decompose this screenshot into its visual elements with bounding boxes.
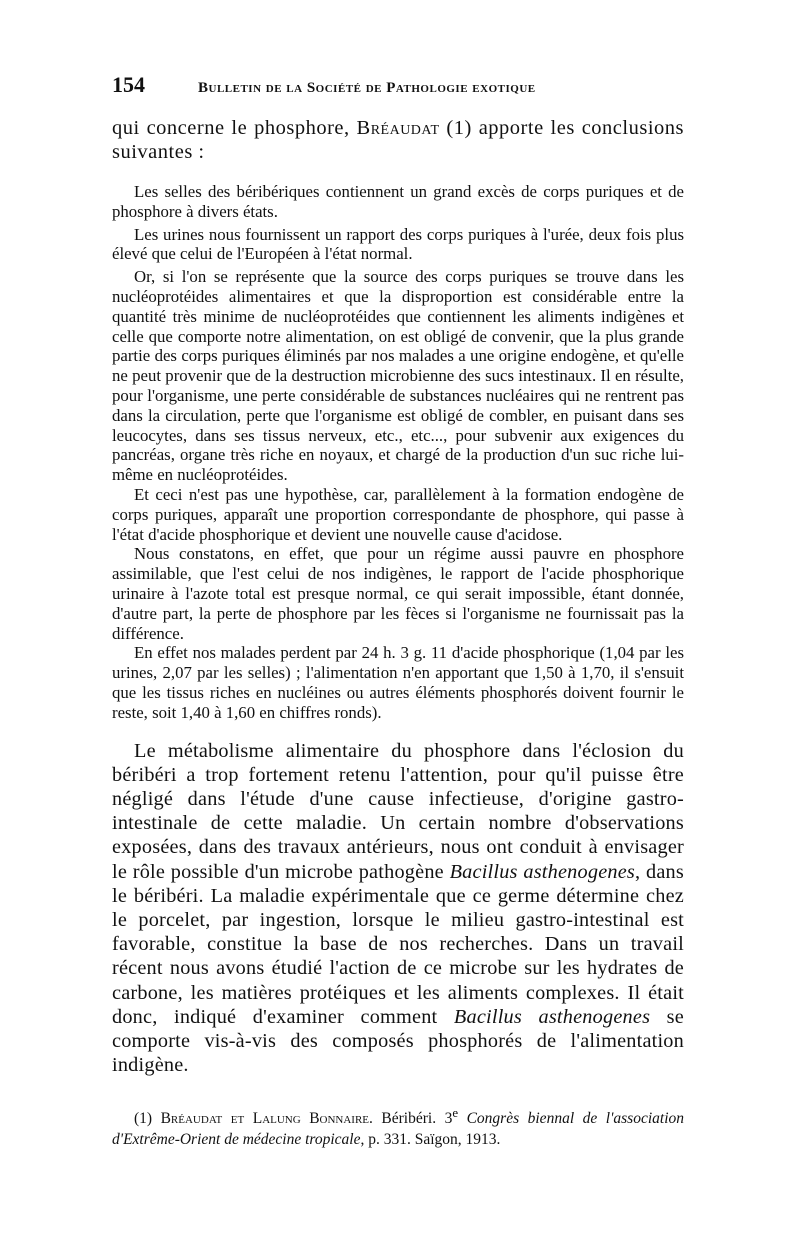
footnote-text-1: Béribéri. 3 (372, 1110, 453, 1128)
page-number: 154 (112, 72, 145, 97)
intro-text-before: qui concerne le phosphore, (112, 117, 357, 139)
quote-paragraph-2: Les urines nous fournissent un rapport des corps puriques à l'urée, deux fois plus élevé que celui de l'Européen à l'état normal. (112, 224, 684, 264)
footnote-authors: Bréaudat et Lalung Bonnaire. (160, 1110, 373, 1128)
main-text-1: Le métabolisme alimentaire du phosphore dans l'éclosion du béribéri a trop fortement retenu l'attention, pour qu'il puisse être négligé dans l'étude d'une cause infectieuse, d'origine gastro-intestinale de cette maladie. Un certain nombre d'observations exposées, dans des travaux antérieurs, nous ont conduit à envisager le rôle possible d'un microbe pathogène (112, 739, 684, 883)
footnote (112, 1103, 684, 1149)
main-paragraph (112, 739, 684, 1078)
footnote-text-2: , p. 331. Saïgon, 1913. (360, 1130, 501, 1148)
main-text-2: , dans le béribéri. La maladie expérimentale que ce germe détermine chez le porcelet, par ingestion, lorsque le milieu gastro-intestinal est favorable, constitue la base de nos recherches. Dans un travail récent nous avons étudié l'action de ce microbe sur les hydrates de carbone, les matières protéiques et les aliments complexes. Il était donc, indiqué d'examiner comment (112, 860, 684, 1028)
quote-paragraph-1: Les selles des béribériques contiennent un grand excès de corps puriques et de phosphore à divers états. (112, 182, 684, 221)
species-name-1: Bacillus asthenogenes (449, 860, 636, 883)
intro-author: Bréaudat (356, 117, 440, 139)
quoted-conclusions (112, 182, 684, 723)
quote-paragraph-6: En effet nos malades perdent par 24 h. 3 g. 11 d'acide phosphorique (1,04 par les urines, 2,07 par les selles) ; l'alimentation n'en apportant que 1,50 à 1,70, il s'ensuit que les tissus riches en nucléines ou autres éléments phosphorés doivent fournir le reste, soit 1,40 à 1,60 en chiffres ronds). (112, 643, 684, 722)
intro-paragraph (112, 116, 684, 164)
footnote-publication: Congrès biennal de l'association d'Extrême-Orient de médecine tropicale (112, 1110, 685, 1148)
quote-paragraph-5: Nous constatons, en effet, que pour un régime aussi pauvre en phosphore assimilable, que l'est celui de nos indigènes, le rapport de l'acide phosphorique urinaire à l'azote total est presque normal, ce qui serait impossible, étant donnée, d'autre part, la perte de phosphore par les fèces si l'organisme ne fournissait pas la différence. (112, 544, 684, 643)
footnote-marker: (1) (134, 1110, 161, 1128)
quote-paragraph-3: Or, si l'on se représente que la source des corps puriques se trouve dans les nucléoprotéides alimentaires et que la disproportion est considérable entre la quantité très minime de nucléoprotéides que contiennent les aliments indigènes et celle que comporte notre alimentation, on est obligé de convenir, que la plus grande partie des corps puriques éliminés par nos malades a une origine endogène, et qu'elle ne peut provenir que de la destruction microbienne des sucs intestinaux. Il en résulte, pour l'organisme, une perte considérable de substances nucléaires qui ne rentrent pas dans la circulation, perte que l'organisme est obligé de combler, en puisant dans ses leucocytes, dans ses tissus nerveux, etc., etc..., pour subvenir aux exigences du pancréas, organe très riche en noyaux, et chargé de la production d'un suc riche lui-même en nucléoprotéides. (112, 267, 684, 485)
intro-text-after: (1) apporte les conclusions suivantes : (112, 117, 684, 163)
quote-paragraph-4: Et ceci n'est pas une hypothèse, car, parallèlement à la formation endogène de corps puriques, apparaît une proportion correspondante de phosphore, qui passe à l'état d'acide phosphorique et devient une nouvelle cause d'acidose. (112, 484, 684, 544)
document-page (112, 72, 684, 1150)
running-head (112, 72, 684, 106)
species-name-2: Bacillus asthenogenes (453, 1005, 651, 1028)
footnote-superscript: e (452, 1105, 459, 1121)
main-text-3: se comporte vis-à-vis des composés phosphorés de l'alimentation indigène. (112, 1005, 684, 1077)
journal-title: Bulletin de la Société de Pathologie exotique (198, 80, 536, 96)
